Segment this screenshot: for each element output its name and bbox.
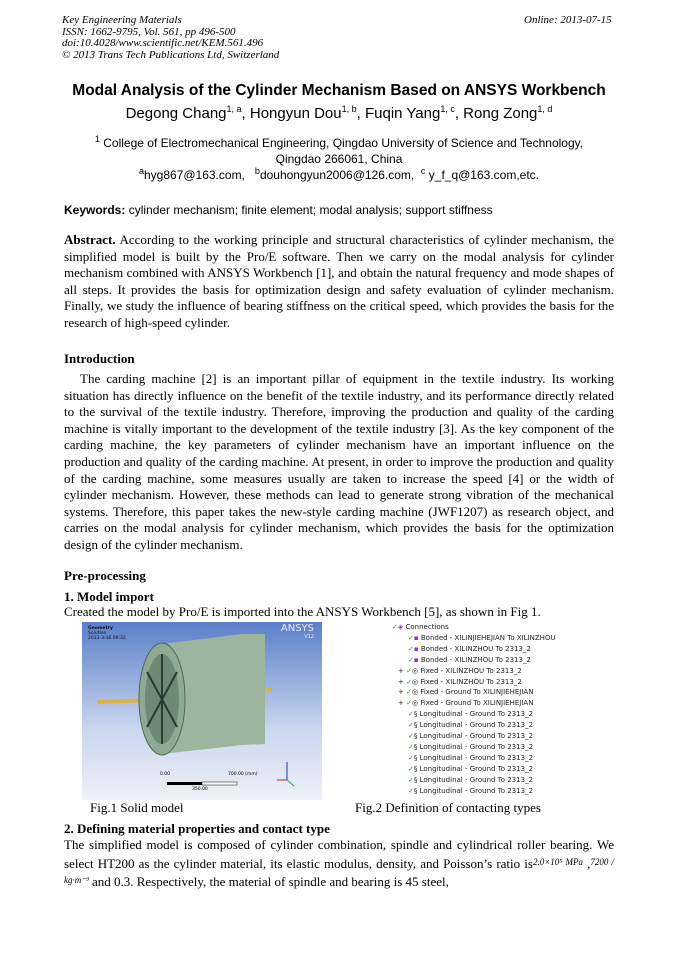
comma: ,: [587, 855, 591, 871]
author-sup: 1, b: [341, 104, 357, 114]
online-date: Online: 2013-07-15: [524, 14, 612, 26]
equation-density: 7200 / kg·m⁻³: [64, 856, 615, 886]
tree-item[interactable]: ✓§ Longitudinal - Ground To 2313_2: [408, 732, 534, 741]
email-b[interactable]: douhongyun2006@126.com,: [259, 168, 415, 182]
material-heading: 2. Defining material properties and contact type: [64, 821, 330, 836]
tree-item[interactable]: ✓§ Longitudinal - Ground To 2313_2: [408, 710, 534, 719]
author-sup: 1, c: [440, 104, 455, 114]
author: Fuqin Yang: [364, 105, 441, 122]
author: Hongyun Dou: [249, 105, 342, 122]
abstract-text: According to the working principle and structural characteristics of cylinder mechanism, the simplified model is built by the Pro/E software. Then we carry on the modal analysis for cylinder mechanism combined with ANSYS Workbench [1], and obtain the natural frequency and mode shapes of all steps. It provides the basis for optimization design and safety evaluation of cylinder mechanism. Finally, we study the influence of bearing stiffness on the critical speed, which provides the basis for the research of high-speed cylinder.: [64, 232, 614, 330]
ansys-logo: ANSYS V12: [280, 623, 314, 640]
author-sup: 1, d: [537, 104, 553, 114]
tree-item[interactable]: + ✓◎ Fixed - XILINZHOU To 2313_2: [398, 677, 522, 686]
author-list: Degong Chang$^{1, a}$, Hongyun Dou$^{1, b}$, Fuqin Yang$^{1, c}$, Rong Zong$^{1, d}$: [125, 104, 553, 122]
email-a[interactable]: hyg867@163.com,: [143, 168, 245, 182]
tree-item[interactable]: ✓§ Longitudinal - Ground To 2313_2: [408, 721, 534, 730]
affil-line2: Qingdao 266061, China: [275, 152, 403, 166]
intro-text: The carding machine [2] is an important pillar of equipment in the textile industry. Its working situation has directly influence on the benefit of the textile industry, and its performance directly related to the survival of the textile industry. Therefore, improving the production and quality of the carding machine is vitally important to the development of the textile industry [3]. As the key component of the carding machine, the key parameters of cylinder mechanism have an important influence on the production and quality of the carding machine. At present, in order to improve the production and quality of the carding machine, some measures usually are taken to increase the speed [4] or the width of cylinder mechanism. However, these methods can lead to generate strong vibration of the mechanical systems. Therefore, this paper takes the new-style carding machine (JWF1207) as research object, and carries on the modal analysis for cylinder mechanism, which provides the basis for the optimization design of the cylinder mechanism.: [64, 371, 614, 552]
tree-item[interactable]: ✓§ Longitudinal - Ground To 2313_2: [408, 753, 534, 762]
journal-name: Key Engineering Materials: [62, 14, 182, 26]
keywords: [64, 202, 614, 219]
fig1-caption: Fig.1 Solid model: [90, 800, 184, 815]
material-text-2: and 0.3. Respectively, the material of spindle and bearing is 45 steel,: [88, 874, 449, 890]
solid-model-figure: [82, 622, 322, 800]
paper-title: Modal Analysis of the Cylinder Mechanism Based on ANSYS Workbench: [72, 82, 606, 99]
scale-label: 0.00: [160, 772, 171, 777]
tree-root[interactable]: ✓◈ Connections: [392, 623, 449, 631]
tree-item[interactable]: ✓▪ Bonded - XILINZHOU To 2313_2: [408, 655, 531, 664]
keywords-text: cylinder mechanism; finite element; modal analysis; support stiffness: [125, 203, 493, 217]
tree-item[interactable]: ✓§ Longitudinal - Ground To 2313_2: [408, 786, 534, 795]
tree-item[interactable]: ✓§ Longitudinal - Ground To 2313_2: [408, 775, 534, 784]
scale-label: 700.00 (mm): [228, 772, 258, 777]
affil-sup: 1: [94, 134, 100, 144]
material-text-1: The simplified model is composed of cylinder combination, spindle and cylindrical roller bearing. We select HT200 as the cylinder material, its elastic modulus, density, and Poisson’s ratio: [64, 837, 614, 871]
tree-item[interactable]: + ✓◎ Fixed - XILINZHOU To 2313_2: [398, 666, 522, 675]
intro-heading: Introduction: [64, 351, 135, 366]
tree-item[interactable]: ✓▪ Bonded - XILINJIEHEJIAN To XILINZHOU: [408, 633, 556, 642]
emails: $^a$hyg867@163.com, $^b$douhongyun2006@126.com, $^c$ y_f_q@163.com,etc.: [138, 166, 540, 182]
model-import-heading: 1. Model import: [64, 589, 154, 604]
equation-modulus: 2.0×10⁵ MPa: [532, 856, 584, 867]
scale-label: 350.00: [192, 787, 208, 792]
preprocessing-heading: Pre-processing: [64, 568, 146, 583]
copyright: © 2013 Trans Tech Publications Ltd, Switzerland: [62, 48, 280, 61]
tree-item[interactable]: + ✓◎ Fixed - Ground To XILINJIEHEJIAN: [398, 699, 534, 708]
text-is: is: [524, 855, 533, 871]
abstract: [64, 232, 614, 332]
issn: ISSN: 1662-9795, Vol. 561, pp 496-500: [62, 25, 236, 38]
model-import-text: Created the model by Pro/E is imported into the ANSYS Workbench [5], as shown in Fig 1.: [64, 604, 541, 619]
author: Rong Zong: [463, 105, 538, 122]
fig1-label: Solution: [88, 631, 107, 636]
tree-item[interactable]: ✓§ Longitudinal - Ground To 2313_2: [408, 764, 534, 773]
affiliation: [0, 131, 678, 167]
header-meta: [62, 15, 279, 61]
author: Degong Chang: [125, 105, 227, 122]
email-c[interactable]: y_f_q@163.com,etc.: [428, 168, 540, 182]
tree-item[interactable]: ✓§ Longitudinal - Ground To 2313_2: [408, 742, 534, 751]
fig1-label: 2013-3-16 09:32: [88, 636, 126, 641]
keywords-label: Keywords:: [64, 203, 126, 217]
tree-item[interactable]: ✓▪ Bonded - XILINZHOU To 2313_2: [408, 644, 531, 653]
connections-tree: [392, 622, 572, 797]
abstract-label: Abstract.: [64, 232, 116, 247]
material-text: [64, 837, 614, 891]
doi[interactable]: doi:10.4028/www.scientific.net/KEM.561.496: [62, 37, 264, 49]
affil-line1: College of Electromechanical Engineering, Qingdao University of Science and Technology,: [103, 136, 584, 150]
fig1-label: Geometry: [88, 626, 113, 631]
author-sup: 1, a: [226, 104, 242, 114]
cylinder-model: [82, 622, 322, 800]
fig2-caption: Fig.2 Definition of contacting types: [355, 800, 541, 815]
tree-item[interactable]: + ✓◎ Fixed - Ground To XILINJIEHEJIAN: [398, 688, 534, 697]
